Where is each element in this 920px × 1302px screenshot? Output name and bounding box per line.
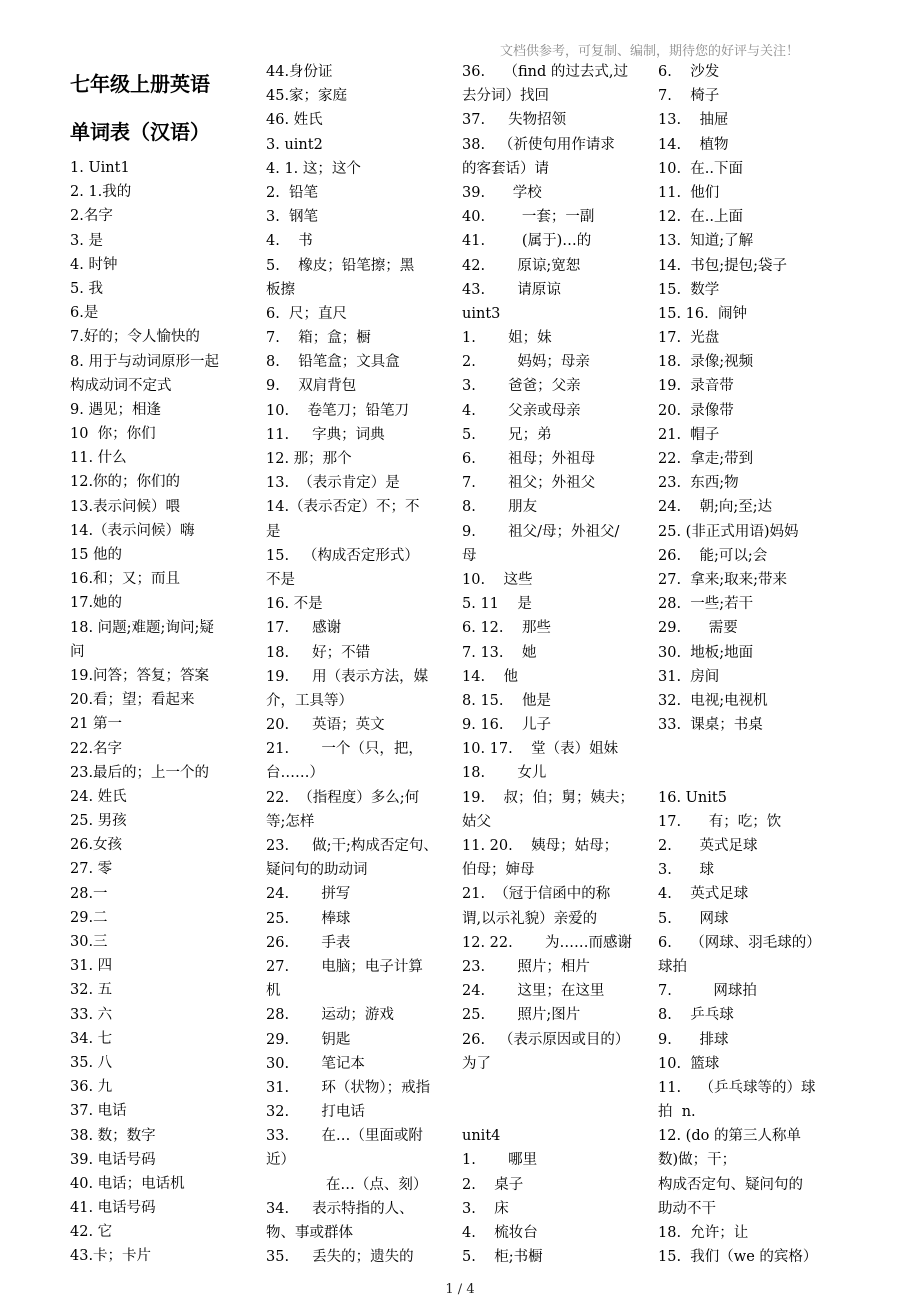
vocab-line: 3. uint2 (266, 136, 323, 153)
vocab-line: 12. (do 的第三人称单 (658, 1128, 801, 1145)
vocab-line: 36. 九 (70, 1079, 113, 1096)
vocab-line: 41. 电话号码 (70, 1200, 156, 1217)
vocab-line: 24. 拼写 (266, 886, 351, 903)
vocab-line: 30.三 (70, 934, 108, 950)
vocab-line: 8. 朋友 (462, 499, 538, 516)
vocab-line: 43.卡；卡片 (70, 1248, 152, 1265)
vocab-line: 33. 六 (70, 1006, 113, 1023)
vocab-line: 42. 它 (70, 1224, 113, 1241)
vocab-line: 26. 能;可以;会 (658, 547, 768, 564)
vocab-line: 43. 请原谅 (462, 281, 561, 298)
vocab-line: 12. 22. 为……而感谢 (462, 934, 632, 951)
vocab-line: 22. （指程度）多么;何 (266, 789, 420, 806)
vocab-line: 27. 零 (70, 861, 113, 878)
vocab-line: 18. 好；不错 (266, 644, 371, 661)
vocab-line: 9. 遇见；相逢 (70, 401, 161, 418)
vocab-line: 7. 椅子 (658, 88, 720, 105)
vocab-line: 25. (非正式用语)妈妈 (658, 523, 799, 540)
vocab-line: 45.家；家庭 (266, 88, 348, 105)
vocab-line: 10. 在..下面 (658, 160, 743, 177)
vocab-line: 伯母；婶母 (462, 862, 535, 879)
vocab-line: 40. 电话；电话机 (70, 1175, 185, 1192)
vocab-line: 15. （构成否定形式） (266, 547, 419, 564)
vocab-line: 4. 英式足球 (658, 886, 749, 903)
vocab-line: 7.好的；令人愉快的 (70, 329, 200, 346)
vocab-line: 2. 铅笔 (266, 184, 319, 201)
vocab-line: 26.女孩 (70, 837, 123, 854)
vocab-line: 6. （网球、羽毛球的） (658, 934, 821, 951)
vocab-line: 18. 允许；让 (658, 1225, 749, 1241)
vocab-line: 13. 抽屉 (658, 112, 729, 129)
vocab-line: 19. 用（表示方法，媒 (266, 668, 429, 685)
column-4 (658, 60, 838, 1269)
header-note: 文档供参考，可复制、编制，期待您的好评与关注！ (500, 44, 800, 59)
vocab-line: 35. 丢失的；遗失的 (266, 1249, 414, 1266)
vocab-line: 2. 英式足球 (658, 838, 758, 854)
vocab-line: 8. 用于与动词原形一起 (70, 353, 219, 370)
vocab-line: 6. 祖母；外祖母 (462, 451, 596, 467)
vocab-line: 21. 帽子 (658, 426, 720, 443)
vocab-line: 5. 11 是 (462, 596, 532, 613)
vocab-line: 是 (266, 523, 281, 540)
vocab-line: 24. 这里；在这里 (462, 983, 605, 1000)
vocab-line: 助动不干 (658, 1200, 716, 1217)
vocab-line: 11. （乒乓球等的）球 (658, 1079, 816, 1096)
vocab-line: 27. 电脑；电子计算 (266, 958, 423, 975)
vocab-line: 26. 手表 (266, 934, 351, 951)
vocab-line: 13. （表示肯定）是 (266, 475, 400, 492)
vocab-line: 25. 棒球 (266, 910, 351, 927)
vocab-line: 32. 打电话 (266, 1104, 365, 1121)
vocab-line: 5. 网球 (658, 910, 729, 927)
vocab-line: 谓,以示礼貌）亲爱的 (462, 910, 598, 927)
vocab-line: 12. 那；那个 (266, 451, 352, 467)
page-subtitle: 单词表（汉语） (70, 120, 210, 144)
vocab-line: 12.你的；你们的 (70, 474, 181, 491)
vocab-line: 7. 13. 她 (462, 644, 537, 661)
vocab-line: 23. 照片；相片 (462, 958, 590, 975)
vocab-line: 29.二 (70, 909, 108, 926)
vocab-line: 机 (266, 983, 281, 1000)
vocab-line: 不是 (266, 571, 295, 588)
vocab-line: 物、事或群体 (266, 1225, 353, 1241)
vocab-line: 6. 沙发 (658, 64, 720, 80)
vocab-line: 36. （find 的过去式,过 (462, 64, 629, 80)
vocab-line: 2. 桌子 (462, 1176, 524, 1193)
vocab-line: 16. Unit5 (658, 789, 727, 806)
vocab-line: 台……） (266, 765, 324, 782)
vocab-line: 16. 不是 (266, 596, 323, 613)
vocab-line: 17.她的 (70, 595, 123, 612)
vocab-line: 2. 1.我的 (70, 184, 132, 201)
page-number: 1 / 4 (445, 1282, 475, 1297)
vocab-line: 33. 在…（里面或附 (266, 1128, 423, 1145)
vocab-line: 近） (266, 1152, 295, 1169)
vocab-line: 2.名字 (70, 208, 113, 225)
vocab-line: 去分词）找回 (462, 88, 549, 105)
vocab-line: 44.身份证 (266, 64, 333, 80)
vocab-line: uint3 (462, 305, 501, 322)
vocab-line: 18. 录像;视频 (658, 354, 754, 371)
page-title: 七年级上册英语 (70, 72, 210, 96)
vocab-line: 构成否定句、疑问句的 (658, 1176, 803, 1193)
vocab-line: 46. 姓氏 (266, 112, 323, 129)
vocab-line: 10. 17. 堂（表）姐妹 (462, 741, 619, 758)
vocab-line: 6. 尺；直尺 (266, 305, 348, 322)
vocab-line: 5. 我 (70, 280, 103, 297)
vocab-line: 39. 电话号码 (70, 1151, 156, 1168)
vocab-line: 母 (462, 547, 477, 564)
vocab-line: 球拍 (658, 958, 687, 975)
vocab-line: 31. 环（状物）；戒指 (266, 1079, 431, 1096)
column-2 (266, 60, 446, 1269)
vocab-line: 9. 双肩背包 (266, 378, 357, 395)
vocab-line: 18. 女儿 (462, 765, 547, 782)
vocab-line: 14.（表示问候）嗨 (70, 522, 195, 539)
vocab-line: 17. 光盘 (658, 330, 720, 347)
vocab-line: 19. 录音带 (658, 378, 734, 395)
vocab-line: 8. 铅笔盒；文具盒 (266, 354, 400, 371)
vocab-line: 3. 床 (462, 1200, 509, 1217)
vocab-line: 8. 乒乓球 (658, 1007, 734, 1024)
vocab-line: 3. 是 (70, 232, 103, 249)
vocab-line: 41. (属于)…的 (462, 233, 592, 250)
vocab-line: 11. 字典；词典 (266, 426, 385, 443)
vocab-line: 18. 问题;难题;询问;疑 (70, 619, 214, 636)
vocab-line: 38. 数；数字 (70, 1127, 156, 1144)
vocab-line: 31. 四 (70, 958, 113, 975)
vocab-line: 姑父 (462, 813, 491, 830)
vocab-line: 4. 父亲或母亲 (462, 402, 581, 419)
vocab-line: 11. 20. 姨母；姑母； (462, 838, 619, 854)
vocab-line: 3. 爸爸；父亲 (462, 378, 581, 395)
vocab-line (658, 761, 838, 785)
vocab-line: 17. 有；吃；饮 (658, 813, 782, 830)
vocab-line: 42. 原谅;宽恕 (462, 257, 581, 274)
vocab-line: 23. 东西;物 (658, 475, 739, 492)
vocab-line: 35. 八 (70, 1054, 113, 1071)
vocab-line: 6. 12. 那些 (462, 620, 551, 637)
vocab-line: 34. 表示特指的人、 (266, 1200, 414, 1217)
vocab-line: 构成动词不定式 (70, 377, 172, 394)
vocab-line: 14. 书包;提包;袋子 (658, 257, 788, 274)
vocab-line: 11. 他们 (658, 184, 720, 201)
vocab-line: 13. 知道;了解 (658, 233, 754, 250)
vocab-line: 25. 男孩 (70, 813, 127, 830)
vocab-line: 16.和；又；而且 (70, 571, 181, 588)
vocab-line: 1. Uint1 (70, 160, 130, 176)
vocab-line: 拍 n. (658, 1104, 696, 1121)
vocab-line: 2. 妈妈；母亲 (462, 354, 590, 371)
vocab-line: 30. 地板;地面 (658, 644, 754, 661)
column-1 (70, 60, 250, 1269)
vocab-line: 4. 时钟 (70, 256, 118, 273)
vocab-line: 10. 卷笔刀；铅笔刀 (266, 402, 409, 419)
vocab-line: 14.（表示否定）不；不 (266, 499, 420, 516)
vocab-line: 38. （祈使句用作请求 (462, 136, 615, 153)
vocab-line: 21. （冠于信函中的称 (462, 886, 611, 903)
vocab-line: 28. 一些;若干 (658, 596, 754, 613)
vocab-line: 33. 课桌；书桌 (658, 717, 763, 734)
vocab-line: 24. 姓氏 (70, 788, 127, 805)
vocab-line: 4. 梳妆台 (462, 1225, 538, 1241)
vocab-line: 40. 一套；一副 (462, 209, 595, 226)
vocab-line: 问 (70, 643, 85, 660)
vocab-line: 9. 排球 (658, 1031, 729, 1048)
vocab-line: 10 你；你们 (70, 426, 156, 443)
vocab-line: 14. 他 (462, 668, 518, 685)
vocab-line: 10. 这些 (462, 571, 533, 588)
vocab-line: 21. 一个（只，把， (266, 741, 423, 758)
column-3 (462, 60, 642, 1269)
vocab-line: 22.名字 (70, 740, 123, 757)
vocab-line: 37. 电话 (70, 1103, 127, 1120)
vocab-line: 29. 钥匙 (266, 1031, 351, 1048)
vocab-line: 13.表示问候）喂 (70, 498, 181, 515)
vocab-line: 20.看；望；看起来 (70, 692, 195, 709)
vocab-line: 17. 感谢 (266, 620, 342, 637)
vocab-line: 12. 在..上面 (658, 209, 743, 226)
vocab-line: 15 他的 (70, 547, 123, 563)
vocab-line: 32. 五 (70, 982, 113, 999)
vocab-line: 的客套话）请 (462, 160, 549, 177)
vocab-line: 为了 (462, 1055, 491, 1072)
vocab-line: 19. 叔；伯；舅；姨夫； (462, 789, 634, 806)
vocab-line: 30. 笔记本 (266, 1055, 365, 1072)
vocab-line: 6.是 (70, 305, 99, 322)
vocab-line: 23. 做;干;构成否定句、 (266, 838, 438, 854)
vocab-line: 数)做；干； (658, 1152, 737, 1169)
vocab-line: 28. 运动；游戏 (266, 1007, 394, 1024)
vocab-line: 4. 1. 这；这个 (266, 160, 361, 177)
vocab-line: 39. 学校 (462, 184, 542, 201)
vocab-line: 疑问句的助动词 (266, 862, 368, 879)
vocab-line: 10. 篮球 (658, 1055, 720, 1072)
vocab-line: 28.一 (70, 885, 108, 902)
vocab-line: unit4 (462, 1128, 501, 1145)
vocab-line: 32. 电视;电视机 (658, 692, 768, 709)
vocab-line: 15. 16. 闹钟 (658, 305, 747, 322)
vocab-line: 11. 什么 (70, 450, 127, 467)
vocab-line: 29. 需要 (658, 620, 738, 637)
vocab-line: 15. 我们（we 的宾格） (658, 1249, 818, 1266)
vocab-line: 34. 七 (70, 1030, 113, 1047)
vocab-line: 24. 朝;向;至;达 (658, 499, 773, 516)
vocab-line: 20. 英语；英文 (266, 717, 385, 734)
vocab-line: 7. 网球拍 (658, 983, 757, 1000)
vocab-line: 7. 箱；盒；橱 (266, 330, 371, 347)
vocab-line: 20. 录像带 (658, 402, 734, 419)
vocab-line (462, 1100, 642, 1124)
vocab-line: 板擦 (266, 281, 295, 298)
vocab-line: 9. 16. 儿子 (462, 717, 551, 734)
vocab-line: 在…（点、刻） (266, 1176, 428, 1193)
vocab-line: 5. 兄；弟 (462, 426, 552, 443)
vocab-line: 27. 拿来;取来;带来 (658, 571, 788, 588)
vocab-line: 3. 钢笔 (266, 209, 319, 226)
vocab-line: 4. 书 (266, 233, 313, 250)
vocab-line: 26. （表示原因或目的） (462, 1031, 630, 1048)
vocab-line: 等;怎样 (266, 813, 315, 830)
vocab-line: 31. 房间 (658, 668, 720, 685)
vocab-line: 23.最后的；上一个的 (70, 764, 210, 781)
vocab-line: 15. 数学 (658, 281, 720, 298)
vocab-line: 5. 柜;书橱 (462, 1249, 543, 1266)
vocab-line: 3. 球 (658, 862, 714, 879)
vocab-line: 19.问答；答复；答案 (70, 667, 210, 684)
vocab-line: 37. 失物招领 (462, 112, 567, 129)
vocab-line: 25. 照片;图片 (462, 1007, 581, 1024)
column-1-lines (70, 156, 250, 1269)
vocab-line: 22. 拿走;带到 (658, 451, 754, 467)
vocab-line (462, 1076, 642, 1100)
vocab-line: 1. 哪里 (462, 1152, 538, 1169)
vocab-line: 7. 祖父；外祖父 (462, 475, 596, 492)
vocab-line: 14. 植物 (658, 136, 729, 153)
vocab-line: 介，工具等） (266, 692, 353, 709)
vocab-line: 21 第一 (70, 716, 123, 733)
vocab-line: 1. 姐；妹 (462, 330, 552, 347)
vocab-line (658, 737, 838, 761)
vocab-line: 5. 橡皮；铅笔擦；黑 (266, 257, 415, 274)
vocab-line: 9. 祖父/母；外祖父/ (462, 523, 620, 540)
vocab-line: 8. 15. 他是 (462, 692, 551, 709)
